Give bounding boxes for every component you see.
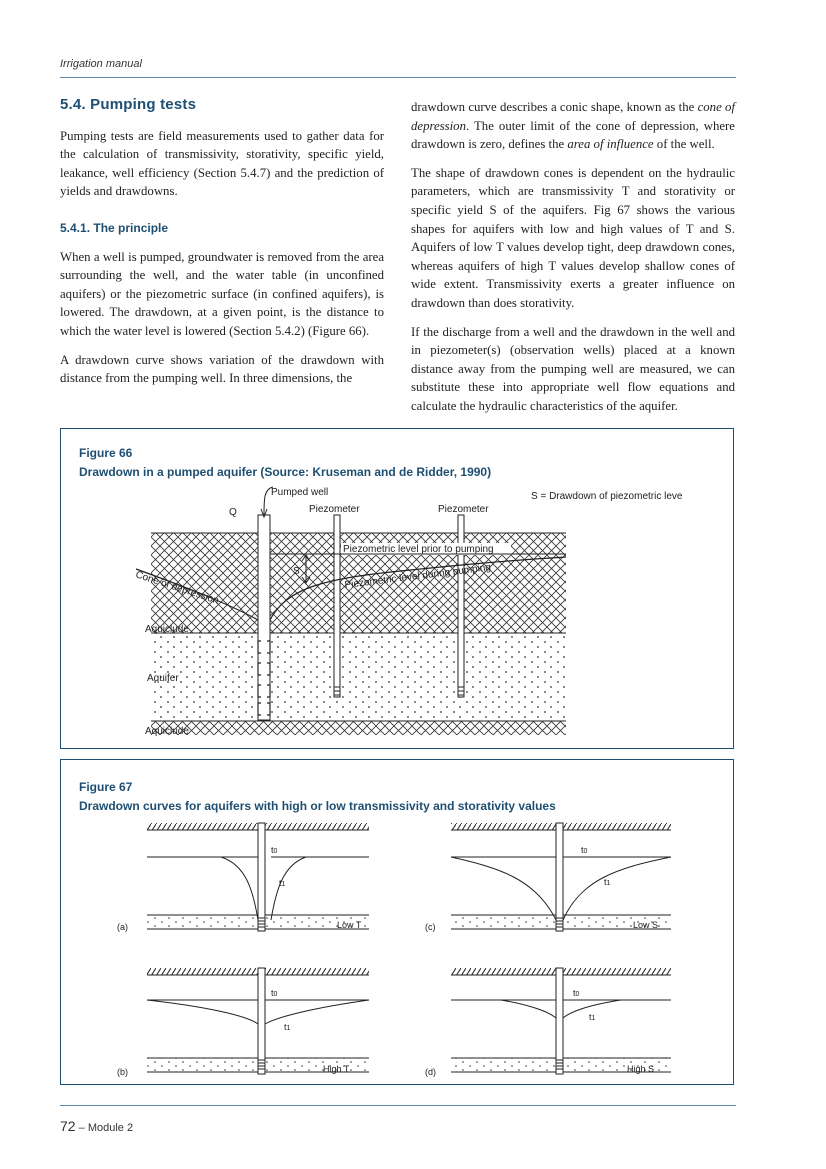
section-heading: 5.4. Pumping tests	[60, 96, 197, 113]
panel-c-t0: t0	[581, 845, 588, 855]
intro-paragraph: Pumping tests are field measurements used to gather data for the calculation of transmissivity, storativity, specific yield, leakance, well efficiency (Section 5.4.7) and the prediction of yields and drawdowns.	[60, 128, 384, 199]
subsection-heading: 5.4.1. The principle	[60, 220, 169, 235]
s-label: S	[293, 566, 300, 577]
running-header: Irrigation manual	[60, 58, 142, 70]
panel-c	[425, 823, 671, 932]
panel-d-note: High S	[627, 1064, 655, 1074]
cone-text-a: drawdown curve describes a conic shape, known as the	[411, 100, 698, 114]
panel-b	[117, 968, 369, 1077]
footer-rule	[60, 1105, 736, 1106]
figure-66	[60, 428, 734, 749]
figure-67-diagrams	[61, 760, 735, 1086]
lower-aquiclude-layer	[151, 721, 566, 735]
figure-67	[60, 759, 734, 1085]
panel-a	[117, 823, 369, 932]
panel-d	[425, 968, 671, 1077]
panel-b-t0: t0	[271, 988, 278, 998]
cone-text-c: of the well.	[653, 137, 715, 152]
principle-paragraph: When a well is pumped, groundwater is removed from the area surrounding the well, and the water table (in unconfined aquifers) or the piezometric surface (in confined aquifers), is lowered. The drawdown, at a given point, is the distance to which the water level is lowered (Section 5.4.2) (Figure 66).	[60, 249, 384, 338]
cone-text-b: . The outer limit of the cone of depression, where drawdown is zero, defines the	[411, 118, 735, 152]
aquifer-label: Aquifer	[147, 673, 179, 684]
page-number: 72	[60, 1118, 76, 1134]
discharge-q-label: Q	[229, 507, 237, 518]
panel-d-id: (d)	[425, 1067, 436, 1077]
panel-b-t1: t1	[284, 1022, 291, 1032]
left-column	[60, 96, 384, 398]
piezometer-2-label: Piezometer	[438, 504, 489, 515]
panel-a-note: Low T	[337, 920, 362, 930]
discharge-paragraph: If the discharge from a well and the drawdown in the well and in piezometer(s) (observation wells) placed at a known distance away from the pumping well are measured, we can substitute these into appropriate well flow equations and calculate the hydraulic characteristics of the aquifer.	[411, 324, 735, 413]
panel-c-t1: t1	[604, 877, 611, 887]
figure-66-title: Drawdown in a pumped aquifer (Source: Kruseman and de Ridder, 1990)	[79, 465, 492, 479]
page-footer	[60, 1118, 133, 1134]
panel-a-t0: t0	[271, 845, 278, 855]
footer-dash: –	[78, 1122, 85, 1134]
panel-c-note: Low S	[633, 920, 659, 930]
figure-66-diagram	[61, 429, 735, 750]
level-during-label: Piezometric level during pumping	[344, 562, 492, 591]
aquiclude-lower-label: Aquiclude	[145, 726, 189, 737]
right-column	[411, 98, 735, 426]
panel-c-id: (c)	[425, 922, 436, 932]
panel-b-id: (b)	[117, 1067, 128, 1077]
panel-a-id: (a)	[117, 922, 128, 932]
module-label: Module 2	[87, 1122, 134, 1134]
panel-d-t1: t1	[589, 1012, 596, 1022]
shape-paragraph: The shape of drawdown cones is dependent on the hydraulic parameters, which are transmissivity T and storativity or specific yield S of the aquifers. Fig 67 shows the various shapes for aquifers with low and high values of T and S. Aquifers of low T values develop tight, deep drawdown cones, whereas aquifers of high T values develop shallow cones of wide extent. Transmissivity exerts a greater influence on drawdown than does storativity.	[411, 165, 735, 310]
s-legend: S = Drawdown of piezometric leve	[531, 491, 683, 502]
panel-b-note: High T	[323, 1064, 350, 1074]
header-rule	[60, 77, 736, 78]
piezometer-1-label: Piezometer	[309, 504, 360, 515]
cone-label: Cone of depression	[134, 569, 220, 607]
cone-term: cone of depression	[411, 100, 736, 133]
figure-67-label: Figure 67	[79, 780, 133, 794]
panel-a-t1: t1	[279, 878, 286, 888]
aquifer-layer	[151, 633, 566, 721]
figure-67-title: Drawdown curves for aquifers with high or low transmissivity and storativity values	[79, 799, 556, 813]
piezometer-2	[458, 515, 464, 697]
drawdown-curve-paragraph: A drawdown curve shows variation of the drawdown with distance from the pumping well. In three dimensions, the	[60, 352, 384, 386]
panel-d-t0: t0	[573, 988, 580, 998]
cone-paragraph	[411, 98, 735, 154]
aquiclude-upper-label: Aquiclude	[145, 624, 189, 635]
piezometer-1	[334, 515, 340, 697]
pumped-well-casing	[258, 515, 270, 720]
area-term: area of influence	[567, 137, 654, 152]
figure-66-label: Figure 66	[79, 446, 133, 460]
level-prior-label: Piezometric level prior to pumping	[343, 544, 494, 555]
pumped-well-label: Pumped well	[271, 487, 329, 498]
